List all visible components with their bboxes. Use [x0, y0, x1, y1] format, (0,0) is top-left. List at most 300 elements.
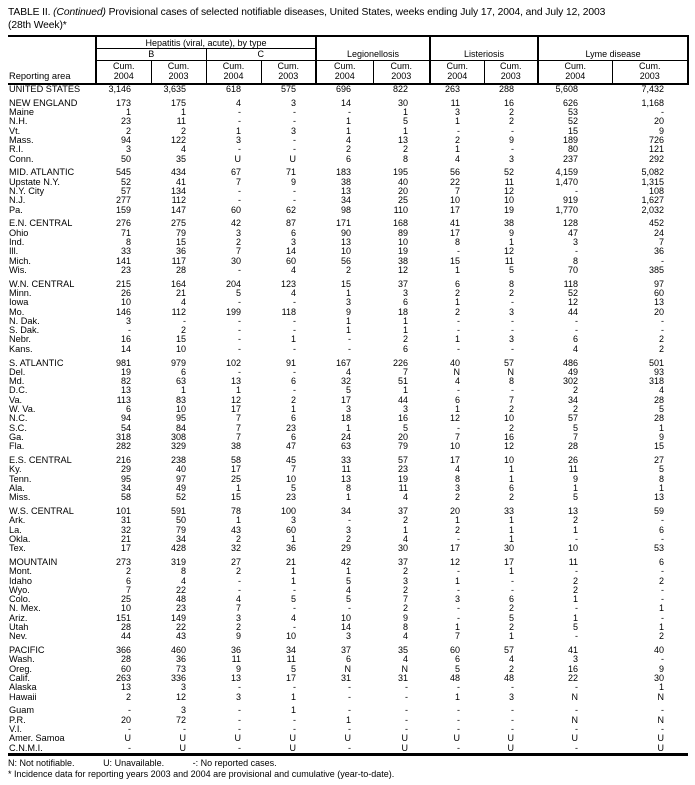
reporting-area-cell: Nev. [9, 632, 28, 642]
table-row [8, 289, 688, 298]
value-cell: 5 [403, 423, 409, 433]
value-cell: 8 [125, 237, 131, 247]
table-row [8, 507, 688, 516]
value-cell: U [234, 154, 241, 164]
value-cell: 6 [403, 344, 409, 354]
value-cell: 10 [568, 544, 579, 554]
value-cell: 159 [115, 205, 131, 215]
table-row [8, 414, 688, 423]
value-cell: 2 [455, 135, 461, 145]
value-cell: - [348, 706, 351, 716]
value-cell: - [293, 367, 296, 377]
value-cell: 1 [455, 576, 461, 586]
value-cell: 23 [120, 117, 131, 127]
value-cell: 263 [444, 84, 461, 94]
value-cell: 979 [170, 358, 186, 368]
value-cell: 5 [573, 623, 579, 633]
value-cell: 1 [455, 516, 461, 526]
value-cell: 42 [230, 219, 241, 229]
value-cell: 42 [340, 557, 351, 567]
value-cell: 1 [403, 386, 409, 396]
value-cell: N [507, 367, 515, 377]
value-cell: 5 [659, 465, 665, 475]
value-cell: 37 [398, 557, 409, 567]
value-cell: 2 [180, 326, 186, 336]
value-cell: 30 [654, 674, 665, 684]
value-cell: 1 [403, 326, 409, 336]
value-cell: - [293, 117, 296, 127]
value-cell: 9 [659, 126, 665, 136]
value-cell: 9 [345, 307, 351, 317]
value-cell: 452 [649, 219, 665, 229]
value-cell: 2 [455, 307, 461, 317]
value-cell: 16 [568, 664, 579, 674]
value-cell: 146 [115, 307, 131, 317]
value-cell: 38 [398, 256, 409, 266]
value-cell: 36 [175, 247, 186, 257]
reporting-area-cell: Ill. [9, 247, 19, 257]
value-cell: 1 [455, 335, 461, 345]
value-cell: 11 [504, 177, 515, 187]
value-cell: U [344, 734, 351, 744]
value-cell: - [293, 196, 296, 206]
value-cell: 60 [285, 525, 296, 535]
value-cell: 31 [398, 674, 409, 684]
value-cell: 33 [504, 506, 515, 516]
value-cell: 318 [649, 377, 665, 387]
table-row [8, 280, 688, 289]
table-title-continued: (Continued) [53, 7, 106, 18]
value-cell: 5 [235, 288, 241, 298]
value-cell: 11 [568, 557, 579, 567]
value-cell: 41 [450, 219, 461, 229]
value-cell: - [661, 613, 665, 623]
value-cell: - [238, 715, 241, 725]
value-cell: 34 [340, 506, 351, 516]
table-row [8, 632, 688, 641]
value-cell: 1 [235, 516, 241, 526]
value-cell: 1 [509, 525, 515, 535]
value-cell: 112 [171, 307, 186, 317]
value-cell: 183 [335, 168, 351, 178]
value-cell: U [507, 734, 515, 744]
value-cell: 58 [230, 455, 241, 465]
value-cell: 7 [573, 432, 579, 442]
value-cell: - [575, 604, 579, 614]
value-cell: - [661, 516, 665, 526]
reporting-area-cell: Pa. [9, 205, 23, 215]
value-cell: 27 [654, 455, 665, 465]
value-cell: 3 [403, 576, 409, 586]
table-row [8, 345, 688, 354]
value-cell: 54 [120, 423, 131, 433]
value-cell: 11 [398, 483, 409, 493]
value-cell: 7 [235, 247, 241, 257]
value-cell: 100 [280, 506, 296, 516]
value-cell: - [293, 316, 296, 326]
value-cell: 50 [175, 516, 186, 526]
value-cell: 19 [398, 247, 409, 257]
value-cell: 71 [120, 228, 131, 238]
value-cell: 282 [115, 442, 131, 452]
reporting-area-cell: Mich. [9, 256, 31, 266]
value-cell: 57 [568, 414, 579, 424]
reporting-area-cell: Minn. [9, 288, 32, 298]
reporting-area-cell: Guam [9, 706, 35, 716]
value-cell: 10 [398, 237, 409, 247]
value-cell: 1 [455, 623, 461, 633]
value-cell: 4 [403, 655, 409, 665]
value-cell: - [238, 335, 241, 345]
table-row [8, 484, 688, 493]
table-row [8, 544, 688, 553]
value-cell: 40 [450, 358, 461, 368]
value-cell: 23 [398, 465, 409, 475]
value-cell: N [344, 664, 351, 674]
value-cell: 276 [115, 219, 131, 229]
value-cell: U [401, 734, 409, 744]
value-cell: U [179, 734, 186, 744]
reporting-area-cell: P.R. [9, 715, 26, 725]
value-cell: 1 [290, 706, 296, 716]
value-cell: 48 [175, 595, 186, 605]
value-cell: 275 [170, 219, 186, 229]
value-cell: 10 [504, 455, 515, 465]
value-cell: 17 [450, 228, 461, 238]
value-cell: 1 [659, 623, 665, 633]
reporting-area-cell: Upstate N.Y. [9, 177, 60, 187]
value-cell: 8 [345, 483, 351, 493]
cum-year-header: Cum. 2004 [316, 61, 373, 85]
value-cell: 22 [175, 585, 186, 595]
value-cell: 93 [654, 367, 665, 377]
value-cell: 2 [573, 585, 579, 595]
reporting-area-cell: Mont. [9, 567, 32, 577]
value-cell: 113 [116, 395, 131, 405]
value-cell: - [511, 715, 515, 725]
value-cell: - [238, 196, 241, 206]
value-cell: 51 [398, 377, 409, 387]
value-cell: 32 [120, 525, 131, 535]
value-cell: 216 [115, 455, 131, 465]
value-cell: 26 [568, 455, 579, 465]
value-cell: 48 [450, 674, 461, 684]
reporting-area-cell: La. [9, 525, 22, 535]
value-cell: - [238, 145, 241, 155]
reporting-area-cell: Iowa [9, 298, 29, 308]
value-cell: - [293, 623, 296, 633]
value-cell: 94 [120, 135, 131, 145]
footnote-not-notifiable: N: Not notifiable. [8, 757, 75, 768]
value-cell: - [293, 108, 296, 118]
value-cell: 110 [393, 205, 409, 215]
value-cell: 30 [398, 544, 409, 554]
value-cell: 151 [115, 613, 131, 623]
value-cell: 2 [659, 576, 665, 586]
value-cell: 89 [398, 228, 409, 238]
value-cell: 4 [345, 585, 351, 595]
value-cell: 2 [573, 386, 579, 396]
value-cell: 3 [235, 613, 241, 623]
value-cell: 62 [285, 205, 296, 215]
value-cell: 9 [573, 474, 579, 484]
value-cell: 2 [403, 516, 409, 526]
value-cell: 6 [180, 367, 186, 377]
value-cell: - [293, 298, 296, 308]
value-cell: - [238, 117, 241, 127]
value-cell: 24 [654, 228, 665, 238]
value-cell: - [661, 706, 665, 716]
value-cell: 23 [175, 604, 186, 614]
value-cell: 6 [403, 298, 409, 308]
value-cell: U [507, 743, 515, 753]
value-cell: 1 [509, 567, 515, 577]
value-cell: 319 [170, 557, 186, 567]
value-cell: 121 [649, 145, 665, 155]
value-cell: 10 [285, 474, 296, 484]
value-cell: 117 [171, 256, 186, 266]
value-cell: 34 [568, 395, 579, 405]
value-cell: 5 [509, 265, 515, 275]
value-cell: 3,635 [163, 84, 186, 94]
value-cell: 32 [230, 544, 241, 554]
value-cell: 84 [175, 423, 186, 433]
value-cell: 13 [568, 506, 579, 516]
value-cell: 82 [120, 377, 131, 387]
value-cell: 2 [235, 534, 241, 544]
value-cell: 4 [455, 465, 461, 475]
value-cell: 1 [455, 265, 461, 275]
value-cell: - [183, 316, 186, 326]
value-cell: - [661, 595, 665, 605]
value-cell: 4 [455, 154, 461, 164]
value-cell: 8 [573, 256, 579, 266]
value-cell: 171 [335, 219, 351, 229]
value-cell: 1 [180, 108, 186, 118]
value-cell: - [575, 743, 579, 753]
hepatitis-group-header: Hepatitis (viral, acute), by type [96, 36, 316, 49]
value-cell: N [401, 664, 409, 674]
value-cell: - [661, 655, 665, 665]
value-cell: 9 [235, 664, 241, 674]
value-cell: 37 [340, 646, 351, 656]
value-cell: 1 [290, 335, 296, 345]
value-cell: 49 [175, 483, 186, 493]
value-cell: 112 [171, 196, 186, 206]
value-cell: 44 [568, 307, 579, 317]
value-cell: 1 [509, 474, 515, 484]
value-cell: 2 [509, 423, 515, 433]
value-cell: - [575, 725, 579, 734]
value-cell: 4 [180, 298, 186, 308]
value-cell: - [511, 576, 515, 586]
value-cell: 128 [563, 219, 579, 229]
table-row [8, 187, 688, 196]
value-cell: 27 [230, 557, 241, 567]
value-cell: 6 [290, 377, 296, 387]
value-cell: 15 [175, 237, 186, 247]
value-cell: U [657, 743, 665, 753]
table-row [8, 117, 688, 126]
value-cell: 10 [120, 604, 131, 614]
value-cell: 25 [398, 196, 409, 206]
reporting-area-cell: Del. [9, 367, 26, 377]
value-cell: 17 [450, 544, 461, 554]
value-cell: 14 [340, 98, 351, 108]
value-cell: - [511, 316, 515, 326]
value-cell: 1 [345, 423, 351, 433]
table-row [8, 604, 688, 613]
reporting-area-cell: Ind. [9, 237, 25, 247]
value-cell: 2 [573, 516, 579, 526]
value-cell: 59 [654, 506, 665, 516]
value-cell: 1 [659, 683, 665, 693]
value-cell: 1 [455, 692, 461, 702]
value-cell: 36 [654, 247, 665, 257]
value-cell: 292 [649, 154, 665, 164]
value-cell: - [457, 683, 461, 693]
value-cell: 2 [403, 604, 409, 614]
value-cell: 6 [290, 228, 296, 238]
value-cell: 3 [235, 135, 241, 145]
value-cell: 6 [573, 335, 579, 345]
table-row [8, 516, 688, 525]
value-cell: 6 [290, 432, 296, 442]
value-cell: 21 [120, 534, 131, 544]
cum-year-header: Cum. 2003 [151, 61, 206, 85]
value-cell: 2 [509, 117, 515, 127]
value-cell: 726 [649, 135, 665, 145]
reporting-area-cell: PACIFIC [9, 646, 45, 656]
value-cell: - [348, 743, 351, 753]
value-cell: 11 [568, 465, 579, 475]
value-cell: - [661, 534, 665, 544]
reporting-area-cell: Va. [9, 395, 23, 405]
value-cell: U [234, 734, 241, 744]
value-cell: 12 [398, 265, 409, 275]
table-row [8, 257, 688, 266]
table-row [8, 734, 688, 743]
value-cell: 15 [654, 442, 665, 452]
value-cell: 3 [509, 335, 515, 345]
value-cell: 2 [509, 108, 515, 118]
reporting-area-cell: Alaska [9, 683, 37, 693]
table-row [8, 238, 688, 247]
value-cell: 48 [504, 674, 515, 684]
table-row [8, 298, 688, 307]
value-cell: - [128, 743, 131, 753]
value-cell: 6 [509, 483, 515, 493]
value-cell: 329 [170, 442, 186, 452]
value-cell: 32 [340, 377, 351, 387]
value-cell: 1 [573, 525, 579, 535]
value-cell: - [348, 108, 351, 118]
value-cell: 18 [398, 307, 409, 317]
value-cell: 37 [398, 279, 409, 289]
value-cell: 1 [235, 386, 241, 396]
value-cell: 9 [659, 432, 665, 442]
value-cell: - [238, 683, 241, 693]
table-row [8, 526, 688, 535]
table-row [8, 335, 688, 344]
value-cell: 30 [230, 256, 241, 266]
value-cell: 2 [235, 567, 241, 577]
table-row [8, 725, 688, 734]
value-cell: 12 [568, 298, 579, 308]
value-cell: - [293, 715, 296, 725]
reporting-area-cell: N. Mex. [9, 604, 41, 614]
value-cell: 94 [120, 414, 131, 424]
value-cell: 1 [659, 423, 665, 433]
value-cell: - [661, 585, 665, 595]
value-cell: 20 [654, 307, 665, 317]
cum-year-header: Cum. 2004 [430, 61, 484, 85]
value-cell: 5 [345, 595, 351, 605]
value-cell: 7 [290, 465, 296, 475]
legionellosis-group-header: Legionellosis [316, 36, 430, 61]
value-cell: 90 [340, 228, 351, 238]
value-cell: 8 [509, 377, 515, 387]
value-cell: - [348, 604, 351, 614]
value-cell: 44 [120, 632, 131, 642]
value-cell: 2 [509, 604, 515, 614]
value-cell: - [511, 706, 515, 716]
value-cell: 1 [509, 632, 515, 642]
reporting-area-cell: V.I. [9, 725, 22, 734]
value-cell: 28 [175, 265, 186, 275]
value-cell: 34 [120, 483, 131, 493]
value-cell: 33 [340, 455, 351, 465]
value-cell: 9 [290, 177, 296, 187]
value-cell: 4 [290, 613, 296, 623]
value-cell: 1 [345, 117, 351, 127]
cum-year-header: Cum. 2003 [261, 61, 316, 85]
value-cell: 3 [403, 288, 409, 298]
value-cell: 12 [450, 557, 461, 567]
value-cell: 3 [403, 405, 409, 414]
value-cell: 2 [455, 493, 461, 503]
value-cell: 308 [170, 432, 186, 442]
cum-year-header: Cum. 2004 [96, 61, 151, 85]
value-cell: - [661, 725, 665, 734]
value-cell: 34 [340, 196, 351, 206]
value-cell: 1 [403, 525, 409, 535]
value-cell: 3 [455, 595, 461, 605]
value-cell: 12 [450, 414, 461, 424]
value-cell: 1 [290, 692, 296, 702]
reporting-area-cell: Ga. [9, 432, 24, 442]
value-cell: 108 [649, 186, 665, 196]
value-cell: 19 [504, 205, 515, 215]
value-cell: - [661, 567, 665, 577]
reporting-area-cell: Oreg. [9, 664, 32, 674]
value-cell: 4,159 [555, 168, 579, 178]
value-cell: 4 [659, 386, 665, 396]
value-cell: - [238, 367, 241, 377]
value-cell: - [661, 256, 665, 266]
value-cell: 118 [563, 279, 579, 289]
value-cell: 15 [175, 335, 186, 345]
value-cell: - [511, 386, 515, 396]
value-cell: 10 [120, 298, 131, 308]
value-cell: - [405, 725, 409, 734]
value-cell: 1 [455, 298, 461, 308]
value-cell: 1 [345, 326, 351, 336]
value-cell: N [571, 692, 579, 702]
value-cell: 2 [509, 288, 515, 298]
table-row [8, 377, 688, 386]
value-cell: 58 [120, 493, 131, 503]
